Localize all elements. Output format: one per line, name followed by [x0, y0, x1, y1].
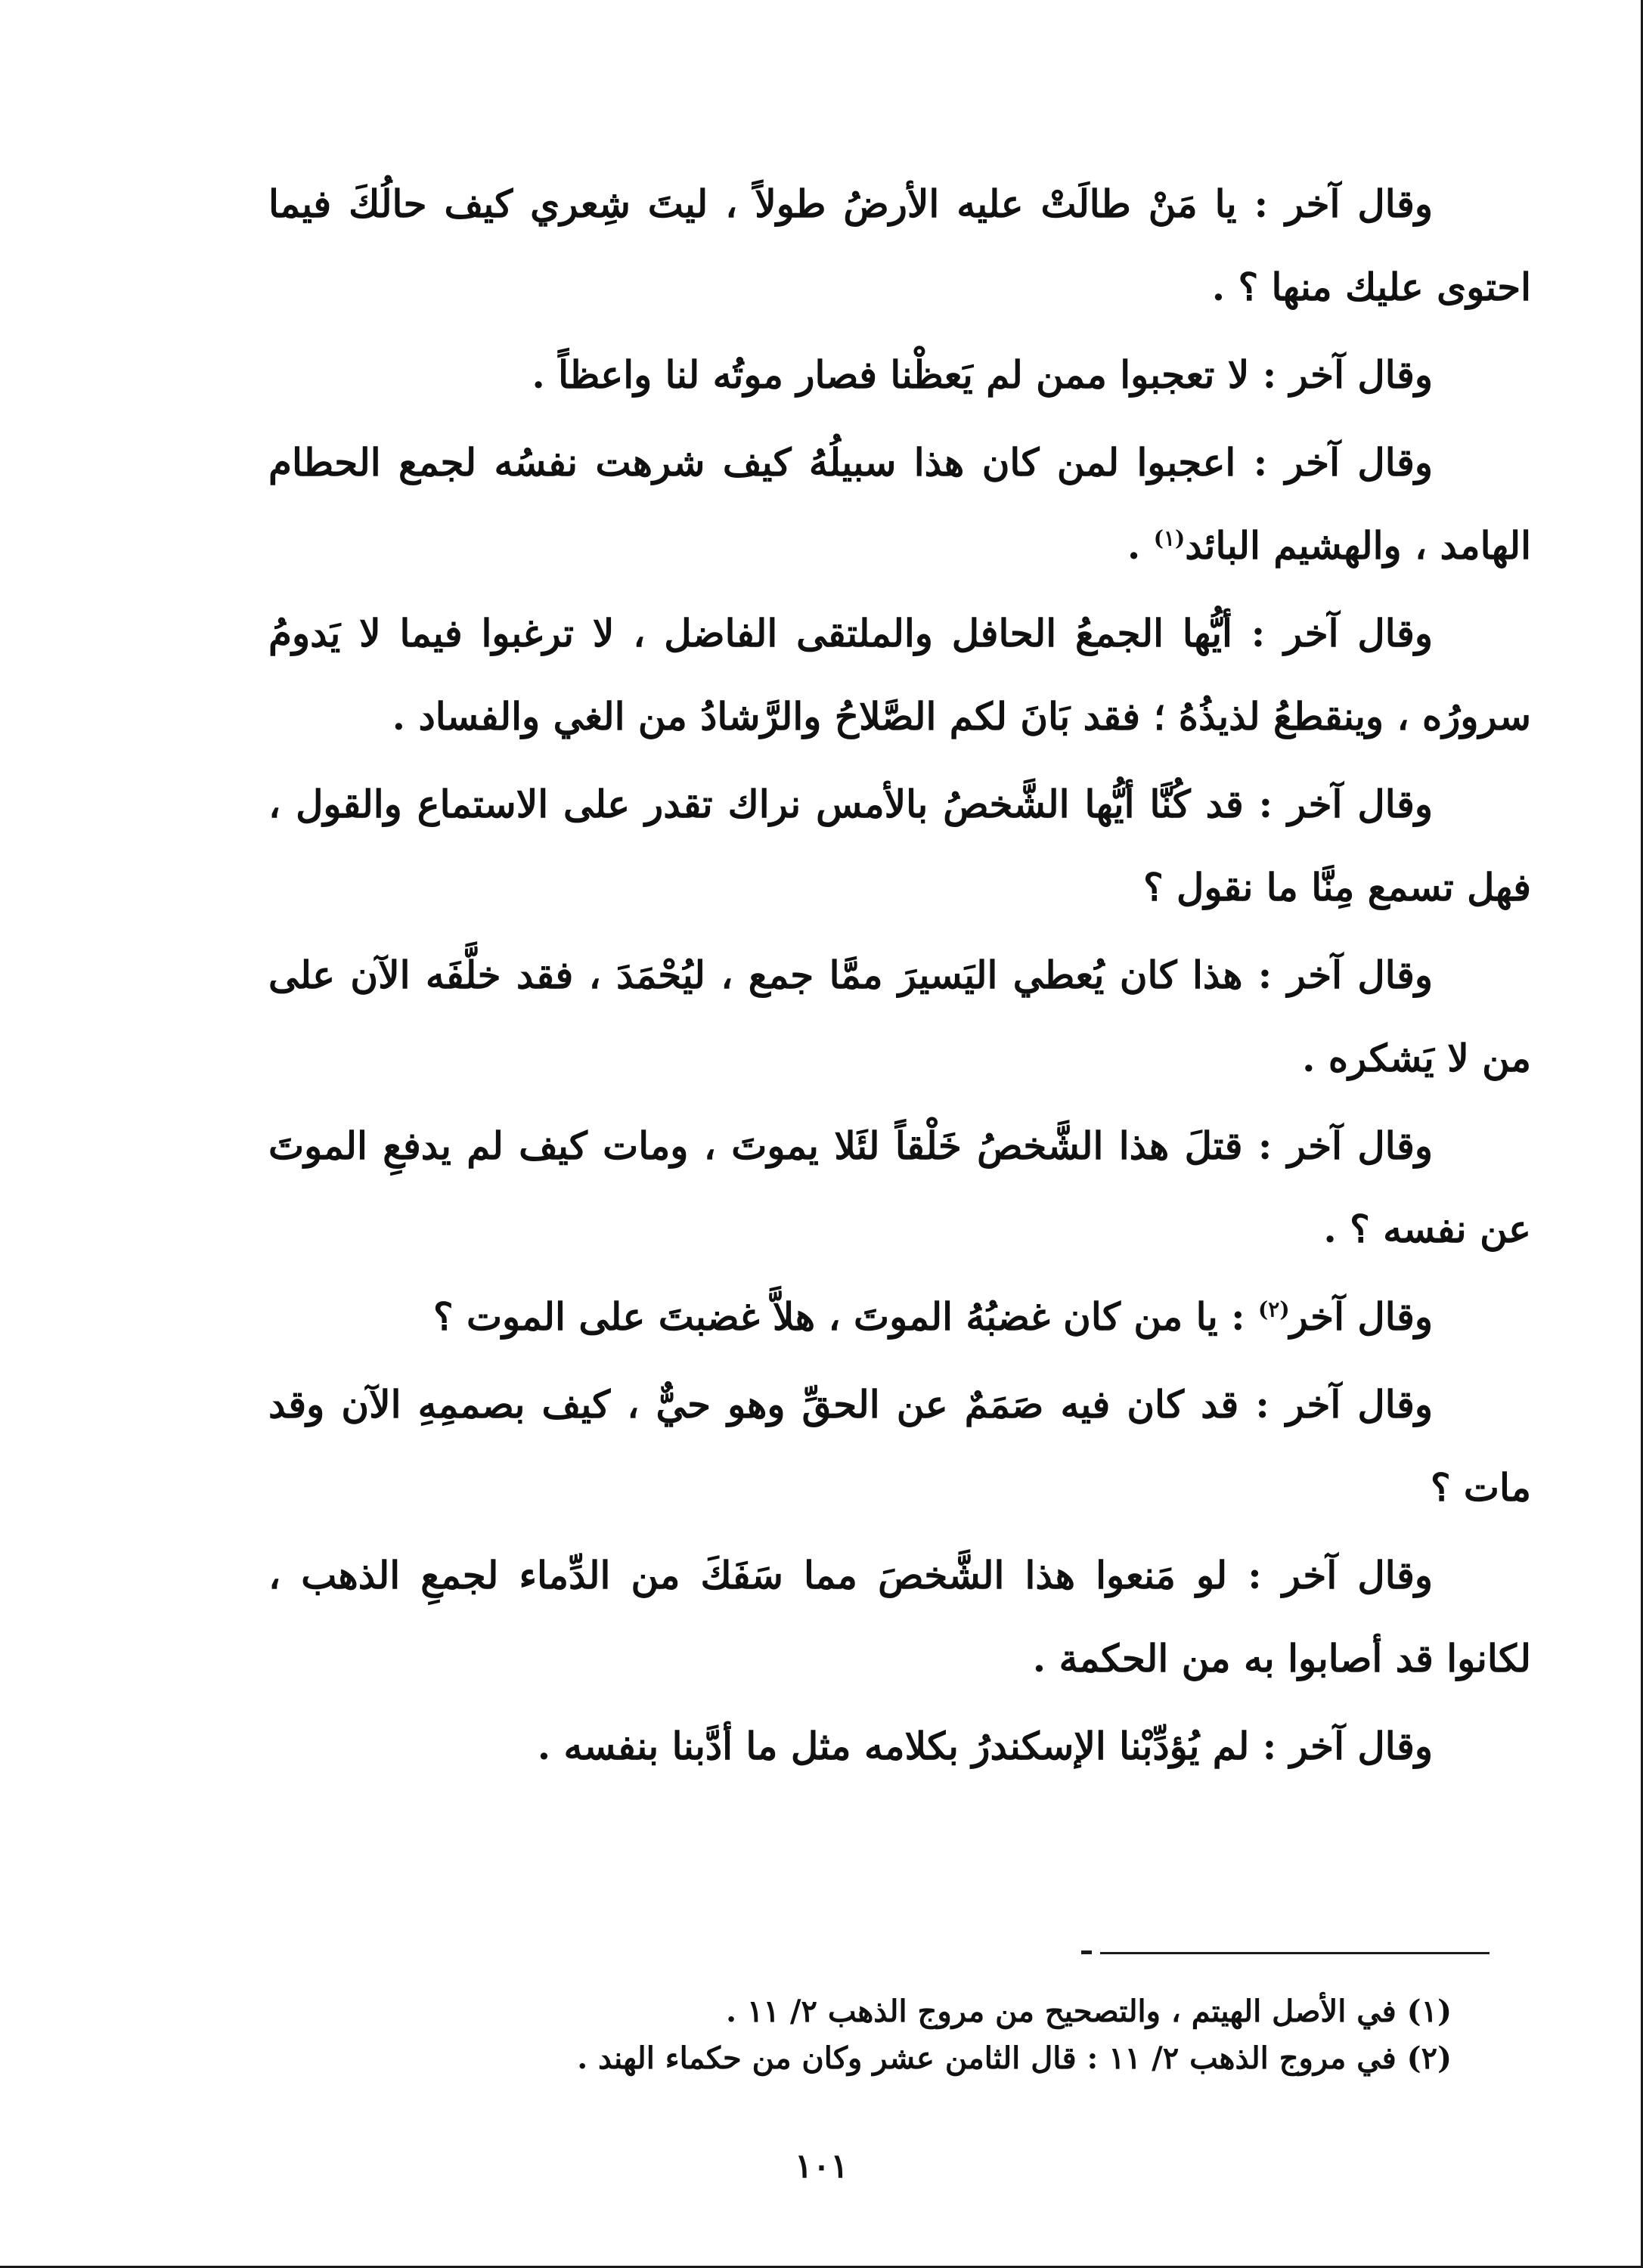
footnote-separator	[1100, 1952, 1490, 1954]
paragraph-11: وقال آخر : لم يُؤدِّبْنا الإسكندرُ بكلامه مثل ما أدَّبنا بنفسه .	[537, 1724, 1433, 1768]
paragraph-1: وقال آخر : يا مَنْ طالَتْ عليه الأرضُ طولاً ، ليتَ شِعري كيف حالُكَ فيما احتوى عليك منها ؟ .	[268, 181, 1531, 309]
footnote-1: (١) في الأصل الهيتم ، والتصحيح من مروج الذهب ٢/ ١١ .	[726, 1994, 1452, 2029]
footnote-2: (٢) في مروج الذهب ٢/ ١١ : قال الثامن عشر وكان من حكماء الهند .	[577, 2040, 1452, 2076]
paragraph-3-end: .	[1127, 523, 1141, 568]
main-text	[268, 163, 1531, 1792]
paragraph-6: وقال آخر : هذا كان يُعطي اليَسيرَ ممَّا جمع ، ليُحْمَدَ ، فقد خلَّفَه الآن على من لا يَشكره .	[268, 953, 1531, 1080]
paragraph-3	[268, 421, 1531, 587]
paragraph-8-lead: وقال آخر	[1289, 1294, 1433, 1339]
footnote-ref-1: (١)	[1153, 525, 1186, 551]
footnote-ref-2: (٢)	[1258, 1297, 1290, 1322]
paragraph-2: وقال آخر : لا تعجبوا ممن لم يَعظْنا فصار موتُه لنا واعظاً .	[532, 352, 1433, 397]
paragraph-4: وقال آخر : أيُّها الجمعُ الحافل والملتقى الفاضل ، لا ترغبوا فيما لا يَدومُ سرورُه ، وينقطعُ لذيذُهُ ؛ فقد بَانَ لكم الصَّلاحُ والرَّشادُ من الغي والفساد .	[268, 611, 1531, 739]
footnotes	[423, 1988, 1452, 2082]
paragraph-7: وقال آخر : قتلَ هذا الشَّخصُ خَلْقاً لئَلا يموتَ ، ومات كيف لم يدفعِ الموتَ عن نفسه ؟ .	[268, 1123, 1531, 1251]
paragraph-3-text: وقال آخر : اعجبوا لمن كان هذا سبيلُهُ كيف شرهت نفسُه لجمع الحطام الهامد ، والهشيم البائد	[268, 440, 1531, 568]
paragraph-8-text: : يا من كان غضبُهُ الموتَ ، هلاَّ غضبتَ على الموت ؟	[433, 1294, 1245, 1339]
page-number: ١٠١	[795, 2147, 848, 2186]
footnote-separator-dot	[1081, 1950, 1092, 1954]
paragraph-10: وقال آخر : لو مَنعوا هذا الشَّخصَ مما سَفَكَ من الدِّماء لجمعِ الذهب ، لكانوا قد أصابوا به من الحكمة .	[268, 1553, 1531, 1681]
paragraph-9: وقال آخر : قد كان فيه صَمَمٌ عن الحقِّ وهو حيٌّ ، كيف بصممِهِ الآن وقد مات ؟	[268, 1382, 1531, 1510]
paragraph-5: وقال آخر : قد كُنَّا أيُّها الشَّخصُ بالأمس نراك تقدر على الاستماع والقول ، فهل تسمع مِنَّا ما نقول ؟	[268, 782, 1531, 909]
paragraph-8	[268, 1275, 1531, 1359]
